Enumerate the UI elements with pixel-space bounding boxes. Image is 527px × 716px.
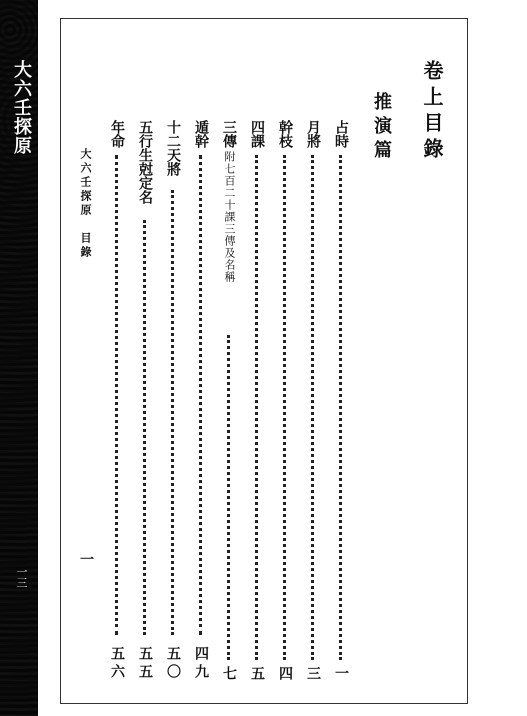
toc-entry-page: 五六: [109, 646, 125, 682]
folio-number: 一: [78, 552, 94, 566]
toc-leader-dots: [227, 335, 230, 660]
volume-toc-title: 卷上目錄: [420, 60, 444, 164]
toc-leader-dots: [115, 155, 118, 635]
toc-leader-dots: [199, 155, 202, 635]
toc-entry-title-text: 三傳: [221, 120, 237, 148]
decorative-side-band: [0, 0, 38, 716]
toc-entry-title: 月將: [305, 120, 321, 148]
book-title: 大六壬探原: [11, 60, 32, 155]
toc-entry-title: 遁幹: [193, 120, 209, 148]
toc-entry-page: 四: [277, 666, 293, 684]
toc-entry-page: 三: [305, 666, 321, 684]
toc-leader-dots: [311, 155, 314, 660]
toc-entry-page: 七: [221, 666, 237, 684]
section-title: 推演篇: [371, 92, 392, 164]
toc-entry-page: 五: [249, 666, 265, 684]
toc-leader-dots: [283, 155, 286, 660]
toc-entry-title: 幹枝: [277, 120, 293, 148]
toc-entry-note: 附七百二十課三傳及名稱: [223, 151, 236, 283]
toc-leader-dots: [255, 155, 258, 660]
toc-entry-title: 年命: [109, 120, 125, 148]
running-label: 大六壬探原 目錄: [79, 148, 92, 260]
toc-leader-dots: [143, 220, 146, 635]
toc-entry-page: 四九: [193, 646, 209, 682]
page-number: 一三: [15, 566, 28, 588]
toc-leader-dots: [171, 190, 174, 635]
toc-entry-page: 五〇: [165, 646, 181, 682]
toc-entry-title: 占時: [333, 120, 349, 148]
toc-entry-page: 一: [333, 666, 349, 684]
toc-entry-title: 十二天將: [165, 120, 181, 176]
toc-entry-title: [219, 120, 239, 283]
toc-leader-dots: [339, 155, 342, 660]
toc-entry-title: 五行生尅定名: [137, 120, 153, 204]
toc-entry-title: 四課: [249, 120, 265, 148]
toc-entry-page: 五五: [137, 646, 153, 682]
